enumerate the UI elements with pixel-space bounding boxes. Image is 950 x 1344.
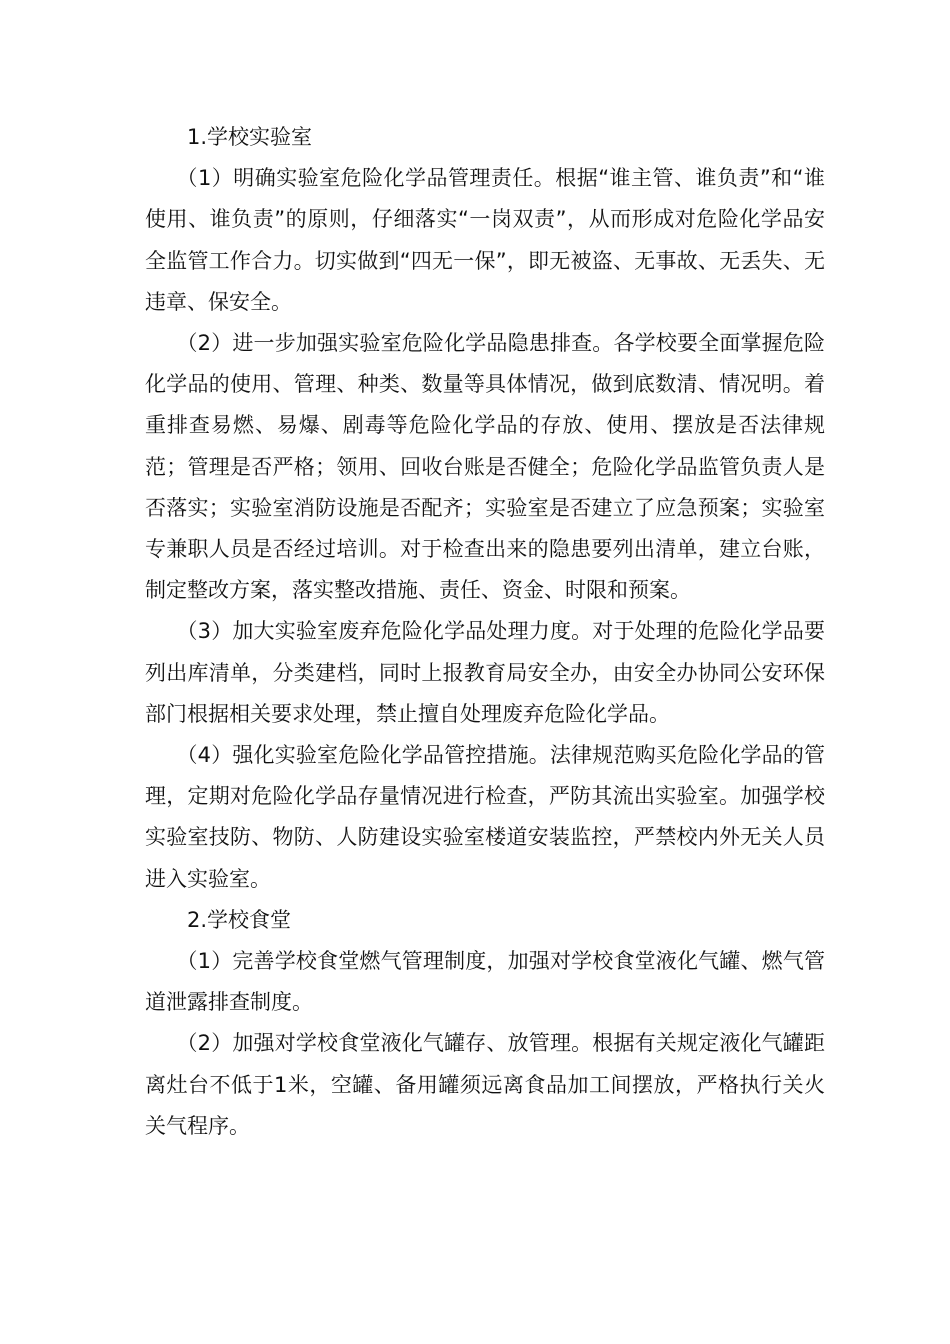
paragraph-lab-1: （1）明确实验室危险化学品管理责任。根据“谁主管、谁负责”和“谁使用、谁负责”的原则，仔细落实“一岗双责”，从而形成对危险化学品安全监管工作合力。切实做到“四无一保”，即无被盗、无事故、无丢失、无违章、保安全。 <box>145 166 825 314</box>
section-heading-canteen: 2.学校食堂 <box>187 907 292 932</box>
paragraph-lab-4: （4）强化实验室危险化学品管控措施。法律规范购买危险化学品的管理，定期对危险化学品存量情况进行检查，严防其流出实验室。加强学校实验室技防、物防、人防建设实验室楼道安装监控，严禁校内外无关人员进入实验室。 <box>145 743 825 891</box>
paragraph-lab-3: （3）加大实验室废弃危险化学品处理力度。对于处理的危险化学品要列出库清单，分类建档，同时上报教育局安全办，由安全办协同公安环保部门根据相关要求处理，禁止擅自处理废弃危险化学品。 <box>145 619 825 726</box>
section-heading-laboratory: 1.学校实验室 <box>187 125 313 149</box>
document-body <box>145 117 825 1147</box>
paragraph-canteen-2: （2）加强对学校食堂液化气罐存、放管理。根据有关规定液化气罐距离灶台不低于1米，空罐、备用罐须远离食品加工间摆放，严格执行关火关气程序。 <box>145 1031 825 1138</box>
paragraph-canteen-1: （1）完善学校食堂燃气管理制度，加强对学校食堂液化气罐、燃气管道泄露排查制度。 <box>145 949 825 1015</box>
paragraph-lab-2: （2）进一步加强实验室危险化学品隐患排查。各学校要全面掌握危险化学品的使用、管理、种类、数量等具体情况，做到底数清、情况明。着重排查易燃、易爆、剧毒等危险化学品的存放、使用、摆放是否法律规范；管理是否严格；领用、回收台账是否健全；危险化学品监管负责人是否落实；实验室消防设施是否配齐；实验室是否建立了应急预案；实验室专兼职人员是否经过培训。对于检查出来的隐患要列出清单，建立台账，制定整改方案，落实整改措施、责任、资金、时限和预案。 <box>145 331 825 603</box>
